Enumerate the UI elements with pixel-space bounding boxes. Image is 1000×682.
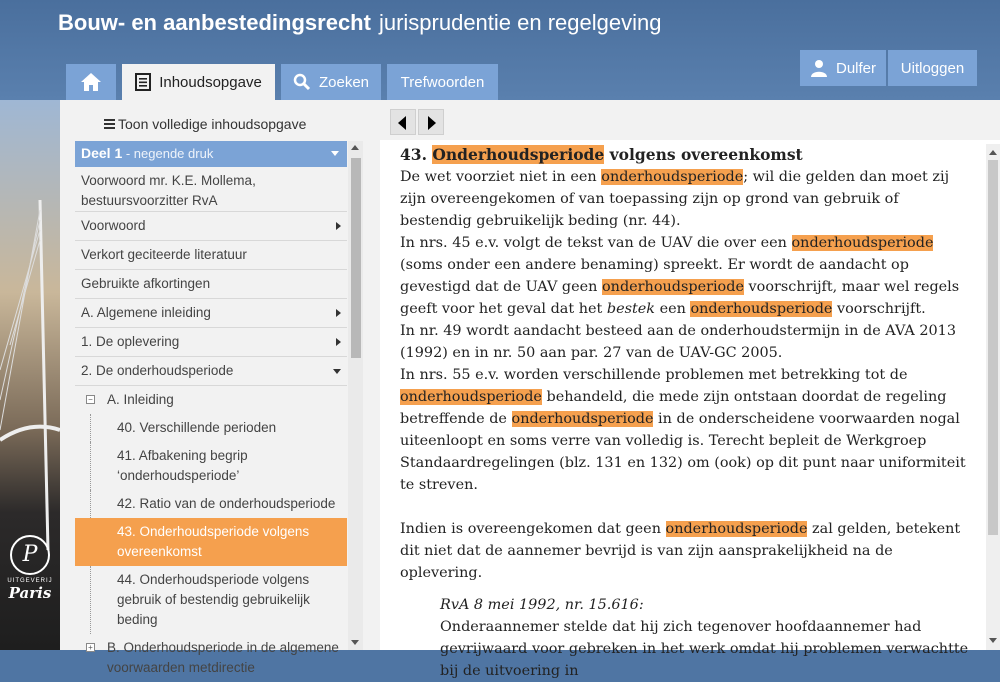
collapse-icon[interactable]: − — [86, 395, 95, 404]
search-highlight: onderhoudsperiode — [690, 301, 833, 317]
chevron-right-icon — [336, 309, 341, 317]
publisher-name: Paris — [8, 584, 52, 602]
tab-trefwoorden[interactable] — [387, 64, 498, 100]
article — [400, 144, 972, 682]
toc-item-label: 1. De oplevering — [81, 334, 180, 349]
content-scrollbar-thumb[interactable] — [988, 160, 998, 535]
app-title-main: Bouw- en aanbestedingsrecht — [58, 10, 371, 35]
arrow-right-icon — [428, 116, 436, 130]
scroll-up-icon[interactable] — [989, 150, 997, 155]
toc-item-41[interactable] — [75, 442, 347, 490]
case-reference: RvA 8 mei 1992, nr. 15.616: — [440, 597, 644, 613]
toc-item-label: Gebruikte afkortingen — [81, 276, 211, 291]
toc-item-oplevering[interactable] — [75, 328, 347, 357]
article-heading — [400, 144, 972, 166]
tree-line — [90, 414, 91, 442]
chevron-down-icon — [333, 369, 341, 374]
toc-item-label: 40. Verschillende perioden — [117, 420, 277, 435]
toc-item-afkortingen[interactable] — [75, 270, 347, 299]
paragraph-2: In nrs. 45 e.v. volgt de tekst van de UAV die over een onderhoudsperiode (soms onder een andere benaming) spreekt. Er wordt de aandacht op gevestigd dat de UAV geen onderhoudsperiode voorschrijft, maar wel regels geeft voor het geval dat het bestek een onderhoudsperiode voorschrijft. — [400, 235, 960, 317]
scroll-down-icon[interactable] — [351, 640, 359, 645]
search-highlight: onderhoudsperiode — [601, 169, 744, 185]
case-text: Onderaannemer stelde dat hij zich tegenover hoofdaannemer had gevrijwaard voor gebreken in het werk omdat hij problemen verwachtte bij de uitvoering in — [440, 619, 969, 679]
publisher-logo — [5, 535, 55, 602]
tree-line — [90, 566, 91, 634]
toc-full-link-label: Toon volledige inhoudsopgave — [118, 116, 307, 132]
search-highlight: onderhoudsperiode — [791, 235, 934, 251]
toc-item-label: 44. Onderhoudsperiode volgens gebruik of bestendig gebruikelijk beding — [117, 572, 310, 627]
toc-item-label: A. Inleiding — [107, 392, 174, 407]
scroll-down-icon[interactable] — [989, 638, 997, 643]
tab-inhoudsopgave[interactable] — [122, 64, 275, 100]
toc-list — [75, 141, 347, 675]
nav-bar — [380, 100, 1000, 140]
tab-trefwoorden-label: Trefwoorden — [400, 73, 485, 91]
tab-zoeken-label: Zoeken — [318, 73, 370, 91]
toc-item-44[interactable] — [75, 566, 347, 634]
logout-button[interactable] — [888, 50, 977, 86]
toc-item-40[interactable] — [75, 414, 347, 442]
heading-highlight: Onderhoudsperiode — [432, 145, 605, 164]
toc-item-a-inleiding[interactable] — [75, 386, 347, 414]
toc-item-algemene-inleiding[interactable] — [75, 299, 347, 328]
heading-rest: volgens overeenkomst — [604, 145, 803, 164]
search-highlight: onderhoudsperiode — [665, 521, 808, 537]
user-icon — [810, 59, 828, 77]
chevron-down-icon — [331, 151, 339, 156]
chevron-right-icon — [336, 222, 341, 230]
toc-druk-label: - negende druk — [122, 146, 214, 161]
logout-label: Uitloggen — [900, 59, 965, 77]
sidebar-scrollbar-thumb[interactable] — [351, 158, 361, 358]
home-icon — [80, 72, 102, 92]
search-highlight: onderhoudsperiode — [400, 389, 542, 405]
toc-full-link[interactable] — [104, 116, 306, 132]
toc-item-literatuur[interactable] — [75, 241, 347, 270]
toc-item-label: Voorwoord — [81, 218, 146, 233]
app-title — [58, 10, 661, 36]
tab-zoeken[interactable] — [281, 64, 381, 100]
arrow-left-icon — [398, 116, 406, 130]
toc-item-label: B. Onderhoudsperiode in de algemene voorwaarden metdirectie — [107, 640, 339, 675]
scroll-up-icon[interactable] — [351, 145, 359, 150]
app-subtitle: jurisprudentie en regelgeving — [378, 10, 662, 35]
expand-icon[interactable]: + — [86, 643, 95, 652]
toc-deel-label: Deel 1 — [81, 145, 123, 161]
paragraph-4: In nrs. 55 e.v. worden verschillende problemen met betrekking tot de onderhoudsperiode behandeld, die mede zijn ontstaan doordat de regeling betreffende de onderhoudsperiode in de onderscheidene voorwaarden nogal uiteenloopt en soms verre van volledig is. Terecht bepleit de Werkgroep Standaardregelingen (blz. 131 en 132) om (ook) op dit punt naar uniformiteit te streven. — [400, 367, 966, 493]
toc-item-label: 2. De onderhoudsperiode — [81, 363, 234, 378]
publisher-mark: P — [10, 535, 50, 575]
document-icon — [135, 73, 151, 91]
paragraph-3: In nr. 49 wordt aandacht besteed aan de onderhoudstermijn in de AVA 2013 (1992) en in nr. 50 aan par. 27 van de UAV-GC 2005. — [400, 323, 956, 361]
heading-number: 43. — [400, 145, 427, 164]
tree-line — [90, 490, 91, 518]
user-button[interactable] — [800, 50, 886, 86]
toc-item-42[interactable] — [75, 490, 347, 518]
tab-home[interactable] — [66, 64, 116, 100]
toc-item-b-algemene-voorwaarden[interactable] — [75, 634, 347, 682]
toc-item-voorwoord-mollema[interactable] — [75, 167, 347, 212]
case-quote — [440, 594, 972, 682]
toc-item-label: 43. Onderhoudsperiode volgens overeenkomst — [117, 524, 310, 559]
next-button[interactable] — [418, 109, 444, 135]
toc-item-voorwoord[interactable] — [75, 212, 347, 241]
toc-item-label: 41. Afbakening begrip ‘onderhoudsperiode’ — [117, 448, 248, 483]
toc-item-onderhoudsperiode[interactable] — [75, 357, 347, 386]
search-highlight: onderhoudsperiode — [602, 279, 744, 295]
toc-item-label: 42. Ratio van de onderhoudsperiode — [117, 496, 336, 511]
previous-button[interactable] — [390, 109, 416, 135]
toc-item-label: Voorwoord mr. K.E. Mollema, bestuursvoorzitter RvA — [81, 173, 256, 208]
toc-item-label: Verkort geciteerde literatuur — [81, 247, 247, 262]
chevron-right-icon — [336, 338, 341, 346]
search-icon — [293, 73, 311, 91]
user-name: Dulfer — [835, 59, 876, 77]
toc-deel-header[interactable] — [75, 141, 347, 167]
tree-line — [90, 442, 91, 490]
publisher-small: UITGEVERIJ — [7, 578, 53, 584]
toc-item-43-selected[interactable] — [75, 518, 347, 566]
paragraph-1: De wet voorziet niet in een onderhoudsperiode; wil die gelden dan moet zij zijn overeengekomen of van toepassing zijn op grond van gebruik of bestendig gebruikelijk beding (nr. 44). — [400, 169, 950, 229]
paragraph-5: Indien is overeengekomen dat geen onderhoudsperiode zal gelden, betekent dit niet dat de aannemer bevrijd is van zijn aansprakelijkheid na de oplevering. — [400, 521, 961, 581]
tab-inhoudsopgave-label: Inhoudsopgave — [159, 73, 262, 91]
search-highlight: onderhoudsperiode — [511, 411, 654, 427]
menu-icon — [104, 119, 115, 129]
toc-item-label: A. Algemene inleiding — [81, 305, 211, 320]
